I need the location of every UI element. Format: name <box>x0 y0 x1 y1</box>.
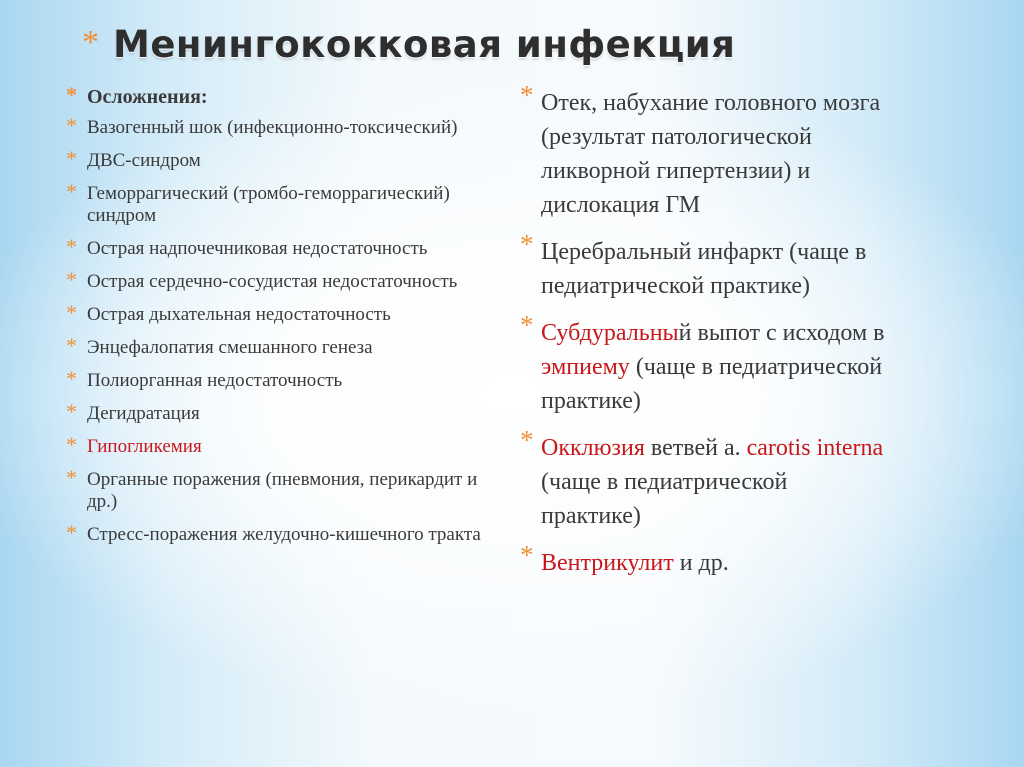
list-item-text: (чаще в педиатрической практике) <box>541 354 883 414</box>
bullet-icon: * <box>66 432 77 457</box>
list-item-text-highlighted: Гипогликемия <box>87 436 202 457</box>
list-item-text: Стресс-поражения желудочно-кишечного тракта <box>87 524 481 545</box>
bullet-icon: * <box>66 234 77 259</box>
list-item-text: Вазогенный шок (инфекционно-токсический) <box>87 117 458 138</box>
list-heading <box>66 82 496 108</box>
highlighted-term: Окклюзия <box>541 435 645 461</box>
list-item <box>520 310 890 418</box>
complications-list-left <box>66 82 496 557</box>
list-item <box>66 333 496 359</box>
bullet-icon: * <box>66 366 77 391</box>
bullet-icon: * <box>520 80 534 110</box>
heading-text: Осложнения: <box>87 86 208 108</box>
title-bullet-icon: * <box>82 24 99 61</box>
bullet-icon: * <box>66 113 77 138</box>
bullet-icon: * <box>66 267 77 292</box>
list-item <box>520 540 890 580</box>
list-item <box>66 113 496 139</box>
list-item <box>66 520 496 546</box>
list-item <box>66 234 496 260</box>
list-item-text: Органные поражения (пневмония, перикардит и др.) <box>87 469 478 512</box>
list-item-text: Острая сердечно-сосудистая недостаточность <box>87 271 458 292</box>
list-item <box>520 229 890 303</box>
complications-list-right <box>520 80 890 593</box>
list-item-text: ветвей а. <box>644 435 747 461</box>
bullet-icon: * <box>520 425 534 455</box>
list-item-text: Дегидратация <box>87 403 200 424</box>
bullet-icon: * <box>66 399 77 424</box>
list-item-text: й выпот с исходом в <box>678 320 885 346</box>
list-item <box>66 465 496 513</box>
highlighted-term: эмпиему <box>541 354 630 380</box>
list-item-text: Отек, набухание головного мозга (результат патологической ликворной гипертензии) и дислокация ГМ <box>541 90 881 218</box>
list-item-text: Энцефалопатия смешанного генеза <box>87 337 373 358</box>
list-item <box>66 399 496 425</box>
bullet-icon: * <box>66 520 77 545</box>
bullet-icon: * <box>520 310 534 340</box>
highlighted-term: Субдуральны <box>541 320 679 346</box>
bullet-icon: * <box>66 82 77 107</box>
highlighted-term: carotis interna <box>746 435 884 461</box>
list-item-text: Острая надпочечниковая недостаточность <box>87 238 428 259</box>
list-item <box>520 425 890 533</box>
list-item <box>66 179 496 227</box>
highlighted-term: Вентрикулит <box>541 550 674 576</box>
bullet-icon: * <box>66 146 77 171</box>
list-item <box>66 146 496 172</box>
list-item-text: Геморрагический (тромбо-геморрагический) синдром <box>87 183 450 226</box>
bullet-icon: * <box>66 179 77 204</box>
list-item <box>520 80 890 222</box>
bullet-icon: * <box>66 300 77 325</box>
list-item-text: ДВС-синдром <box>87 150 201 171</box>
list-item-text: Полиорганная недостаточность <box>87 370 343 391</box>
list-item <box>66 267 496 293</box>
bullet-icon: * <box>66 333 77 358</box>
list-item-text: (чаще в педиатрической практике) <box>541 469 788 529</box>
list-item-text: Церебральный инфаркт (чаще в педиатрической практике) <box>541 239 867 299</box>
list-item <box>66 366 496 392</box>
list-item <box>66 300 496 326</box>
list-item-text: и др. <box>673 550 729 576</box>
bullet-icon: * <box>520 229 534 259</box>
title-row <box>82 18 736 66</box>
list-item-text: Острая дыхательная недостаточность <box>87 304 391 325</box>
slide-title: Менингококковая инфекция <box>113 23 736 66</box>
list-item <box>66 432 496 458</box>
bullet-icon: * <box>66 465 77 490</box>
bullet-icon: * <box>520 540 534 570</box>
